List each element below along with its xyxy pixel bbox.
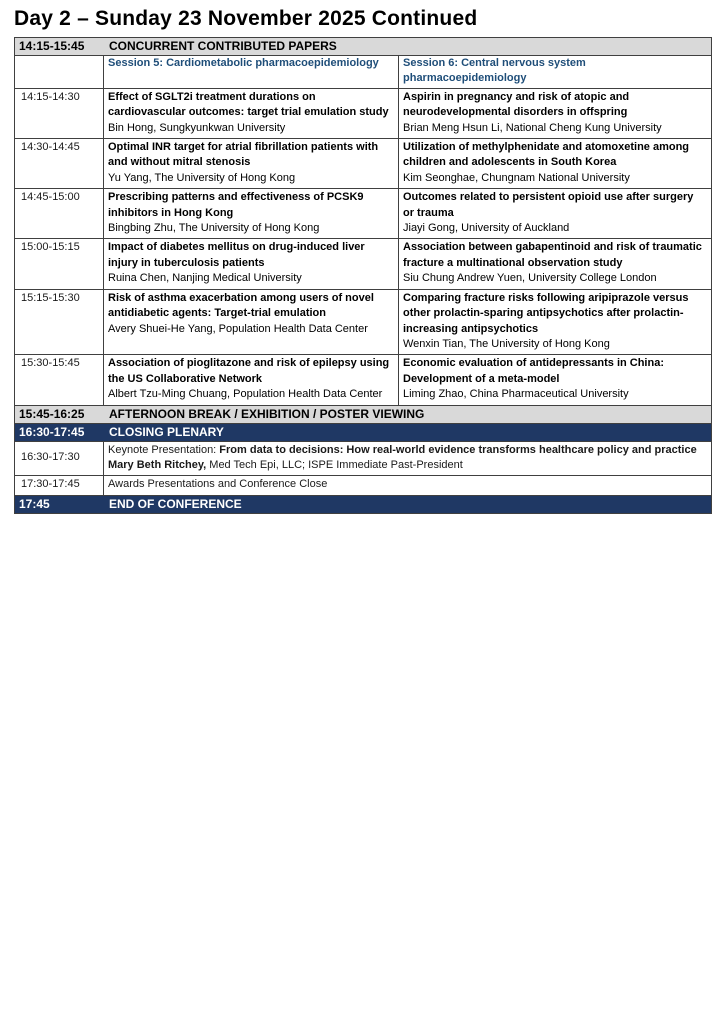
afternoon-break-time: 15:45-16:25 [19, 406, 85, 421]
time-cell: 14:15-14:30 [15, 88, 104, 138]
paper-presenter: Liming Zhao, China Pharmaceutical University [403, 388, 629, 401]
paper-cell-session5 [104, 355, 399, 405]
closing-plenary-band [15, 423, 712, 441]
paper-presenter: Ruina Chen, Nanjing Medical University [108, 272, 302, 285]
paper-title: Association of pioglitazone and risk of epilepsy using the US Collaborative Network [108, 357, 390, 385]
paper-row [15, 88, 712, 138]
keynote-presenter-line [108, 458, 706, 473]
paper-title: Aspirin in pregnancy and risk of atopic and neurodevelopmental disorders in offspring [403, 90, 630, 119]
paper-cell-session6 [399, 289, 712, 355]
keynote-row [15, 441, 712, 476]
paper-cell-session6 [399, 239, 712, 289]
paper-cell-session5 [104, 139, 399, 189]
session-header-empty-cell [15, 56, 104, 89]
schedule-table [14, 37, 712, 514]
paper-row [15, 289, 712, 355]
end-of-conference-cell [15, 495, 712, 513]
paper-title: Outcomes related to persistent opioid use after surgery or trauma [403, 191, 694, 219]
paper-cell-session6 [399, 139, 712, 189]
closing-plenary-cell [15, 423, 712, 441]
paper-title: Association between gabapentinoid and risk of traumatic fracture a multinational observation study [403, 241, 702, 269]
time-cell: 15:30-15:45 [15, 355, 104, 405]
end-of-conference-label: END OF CONFERENCE [109, 496, 242, 511]
paper-title: Optimal INR target for atrial fibrillation patients with and without mitral stenosis [108, 141, 379, 169]
paper-presenter: Avery Shuei-He Yang, Population Health Data Center [108, 322, 368, 335]
keynote-title: From data to decisions: How real-world evidence transforms healthcare policy and practice [219, 443, 697, 456]
paper-title: Comparing fracture risks following aripiprazole versus other prolactin-sparing antipsychotics after prolactin-increasing antipsychotics [403, 291, 689, 335]
paper-presenter: Jiayi Gong, University of Auckland [403, 222, 570, 235]
concurrent-papers-cell [15, 38, 712, 56]
session-header-row [15, 56, 712, 89]
afternoon-break-band [15, 405, 712, 423]
end-of-conference-band [15, 495, 712, 513]
afternoon-break-cell [15, 405, 712, 423]
concurrent-papers-band [15, 38, 712, 56]
paper-cell-session5 [104, 189, 399, 239]
time-cell: 16:30-17:30 [15, 441, 104, 476]
time-cell: 14:45-15:00 [15, 189, 104, 239]
time-cell: 15:00-15:15 [15, 239, 104, 289]
page-title: Day 2 – Sunday 23 November 2025 Continued [14, 7, 478, 30]
paper-title: Economic evaluation of antidepressants in China: Development of a meta-model [403, 357, 664, 385]
paper-title: Impact of diabetes mellitus on drug-induced liver injury in tuberculosis patients [108, 241, 365, 269]
paper-presenter: Siu Chung Andrew Yuen, University College London [403, 272, 657, 285]
paper-title: Risk of asthma exacerbation among users of novel antidiabetic agents: Target-trial emulation [108, 291, 374, 320]
time-cell: 15:15-15:30 [15, 289, 104, 355]
end-of-conference-time: 17:45 [19, 496, 50, 511]
keynote-cell [104, 441, 712, 476]
time-cell: 14:30-14:45 [15, 139, 104, 189]
concurrent-time: 14:15-15:45 [19, 39, 85, 53]
keynote-title-line [108, 443, 706, 458]
paper-row [15, 355, 712, 405]
paper-presenter: Bingbing Zhu, The University of Hong Kong [108, 222, 320, 235]
paper-presenter: Bin Hong, Sungkyunkwan University [108, 121, 286, 134]
paper-title: Prescribing patterns and effectiveness of PCSK9 inhibitors in Hong Kong [108, 191, 364, 219]
paper-row [15, 239, 712, 289]
time-cell: 17:30-17:45 [15, 476, 104, 495]
paper-cell-session5 [104, 88, 399, 138]
paper-row [15, 139, 712, 189]
paper-presenter: Wenxin Tian, The University of Hong Kong [403, 337, 610, 350]
keynote-presenter-affiliation: Med Tech Epi, LLC; ISPE Immediate Past-President [206, 458, 463, 471]
keynote-presenter-name: Mary Beth Ritchey, [108, 458, 207, 471]
paper-presenter: Yu Yang, The University of Hong Kong [108, 171, 296, 184]
paper-title: Effect of SGLT2i treatment durations on cardiovascular outcomes: target trial emulation study [108, 90, 389, 119]
awards-row [15, 476, 712, 495]
paper-cell-session6 [399, 88, 712, 138]
awards-cell: Awards Presentations and Conference Close [104, 476, 712, 495]
closing-plenary-label: CLOSING PLENARY [109, 424, 224, 439]
session-5-header: Session 5: Cardiometabolic pharmacoepidemiology [104, 56, 399, 89]
paper-cell-session6 [399, 355, 712, 405]
paper-presenter: Albert Tzu-Ming Chuang, Population Health Data Center [108, 388, 383, 401]
session-6-header: Session 6: Central nervous system pharmacoepidemiology [399, 56, 712, 89]
paper-presenter: Kim Seonghae, Chungnam National University [403, 171, 630, 184]
paper-cell-session6 [399, 189, 712, 239]
keynote-prefix: Keynote Presentation: [108, 443, 220, 456]
paper-cell-session5 [104, 289, 399, 355]
concurrent-label: CONCURRENT CONTRIBUTED PAPERS [109, 39, 337, 53]
paper-cell-session5 [104, 239, 399, 289]
afternoon-break-label: AFTERNOON BREAK / EXHIBITION / POSTER VIEWING [109, 406, 425, 421]
paper-row [15, 189, 712, 239]
closing-plenary-time: 16:30-17:45 [19, 424, 85, 439]
paper-presenter: Brian Meng Hsun Li, National Cheng Kung University [403, 121, 662, 134]
paper-title: Utilization of methylphenidate and atomoxetine among children and adolescents in South Korea [403, 141, 690, 169]
